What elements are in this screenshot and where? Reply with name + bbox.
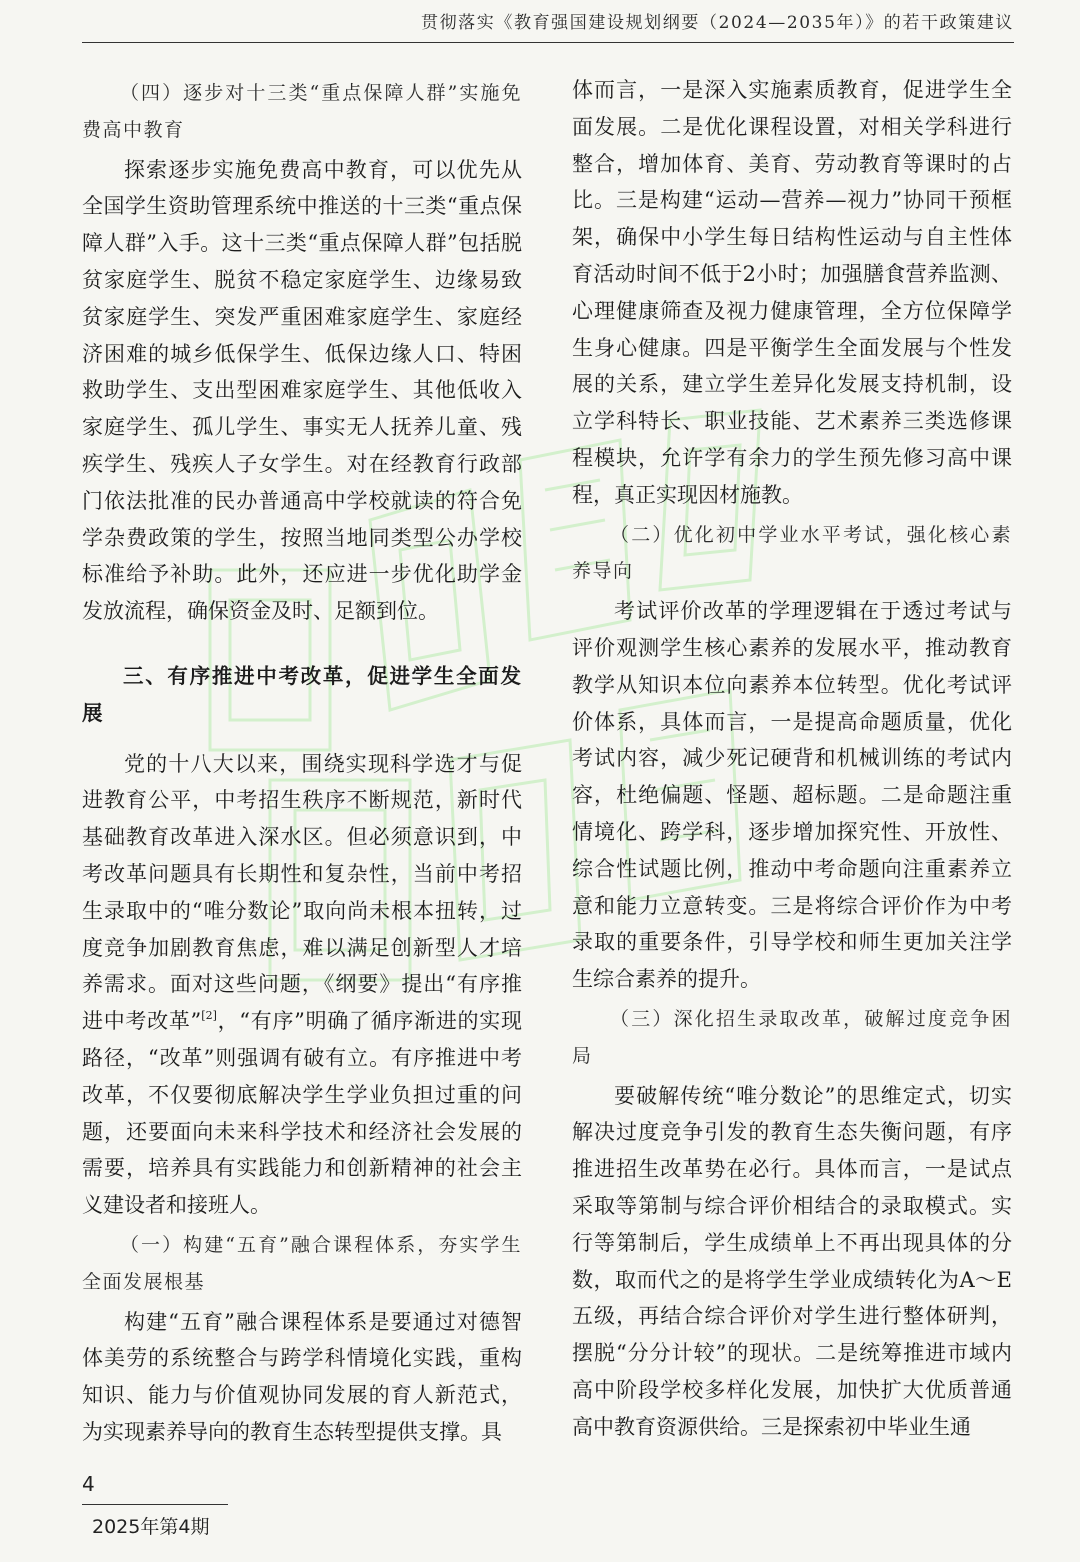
right-column (572, 72, 1012, 1445)
paragraph-text: 党的十八大以来，围绕实现科学选才与促进教育公平，中考招生秩序不断规范，新时代基础教育改革进入深水区。但必须意识到，中考改革问题具有长期性和复杂性，当前中考招生录取中的“唯分数论”取向尚未根本扭转，过度竞争加剧教育焦虑，难以满足创新型人才培养需求。面对这些问题，《纲要》提出“有序推进中考改革” (82, 751, 522, 1034)
paragraph (82, 746, 522, 1224)
running-header: 贯彻落实《教育强国建设规划纲要（2024—2035年）》的若干政策建议 (420, 13, 1014, 33)
subheading-1: （一）构建“五育”融合课程体系，夯实学生全面发展根基 (82, 1233, 522, 1293)
section-heading-3: 三、有序推进中考改革，促进学生全面发展 (82, 663, 522, 725)
issue-label: 2025年第4期 (92, 1516, 210, 1538)
paragraph: 构建“五育”融合课程体系是要通过对德智体美劳的系统整合与跨学科情境化实践，重构知识、能力与价值观协同发展的育人新范式，为实现素养导向的教育生态转型提供支撑。具 (82, 1309, 522, 1444)
paragraph: 体而言，一是深入实施素质教育，促进学生全面发展。二是优化课程设置，对相关学科进行整合，增加体育、美育、劳动教育等课时的占比。三是构建“运动—营养—视力”协同干预框架，确保中小学生每日结构性运动与自主性体育活动时间不低于2小时；加强膳食营养监测、心理健康筛查及视力健康管理，全方位保障学生身心健康。四是平衡学生全面发展与个性发展的关系，建立学生差异化发展支持机制，设立学科特长、职业技能、艺术素养三类选修课程模块，允许学有余力的学生预先修习高中课程，真正实现因材施教。 (572, 78, 1012, 507)
paragraph: 要破解传统“唯分数论”的思维定式，切实解决过度竞争引发的教育生态失衡问题，有序推进招生改革势在必行。具体而言，一是试点采取等第制与综合评价相结合的录取模式。实行等第制后，学生成绩单上不再出现具体的分数，取而代之的是将学生学业成绩转化为A～E五级，再结合综合评价对学生进行整体研判，摆脱“分分计较”的现状。二是统筹推进市域内高中阶段学校多样化发展，加快扩大优质普通高中教育资源供给。三是探索初中毕业生通 (572, 1083, 1012, 1439)
subheading-3: （三）深化招生录取改革，破解过度竞争困局 (572, 1007, 1012, 1067)
page-number: 4 (82, 1472, 95, 1496)
footer-divider (82, 1504, 228, 1505)
paragraph: 探索逐步实施免费高中教育，可以优先从全国学生资助管理系统中推送的十三类“重点保障人群”入手。这十三类“重点保障人群”包括脱贫家庭学生、脱贫不稳定家庭学生、边缘易致贫家庭学生、突发严重困难家庭学生、家庭经济困难的城乡低保学生、低保边缘人口、特困救助学生、支出型困难家庭学生、其他低收入家庭学生、孤儿学生、事实无人抚养儿童、残疾学生、残疾人子女学生。对在经教育行政部门依法批准的民办普通高中学校就读的符合免学杂费政策的学生，按照当地同类型公办学校标准给予补助。此外，还应进一步优化助学金发放流程，确保资金及时、足额到位。 (82, 157, 522, 624)
citation-ref: [2] (201, 1009, 217, 1023)
header-divider (82, 42, 1014, 43)
paragraph: 考试评价改革的学理逻辑在于透过考试与评价观测学生核心素养的发展水平，推动教育教学从知识本位向素养本位转型。优化考试评价体系，具体而言，一是提高命题质量，优化考试内容，减少死记硬背和机械训练的考试内容，杜绝偏题、怪题、超标题。二是命题注重情境化、跨学科，逐步增加探究性、开放性、综合性试题比例，推动中考命题向注重素养立意和能力立意转变。三是将综合评价作为中考录取的重要条件，引导学校和师生更加关注学生综合素养的提升。 (572, 599, 1012, 992)
left-column (82, 72, 522, 1451)
subheading-4: （四）逐步对十三类“重点保障人群”实施免费高中教育 (82, 82, 522, 141)
paragraph-text: ，“有序”明确了循序渐进的实现路径，“改革”则强调有破有立。有序推进中考改革，不仅要彻底解决学生学业负担过重的问题，还要面向未来科学技术和经济社会发展的需要，培养具有实践能力和创新精神的社会主义建设者和接班人。 (82, 1009, 522, 1218)
subheading-2: （二）优化初中学业水平考试，强化核心素养导向 (572, 523, 1012, 583)
